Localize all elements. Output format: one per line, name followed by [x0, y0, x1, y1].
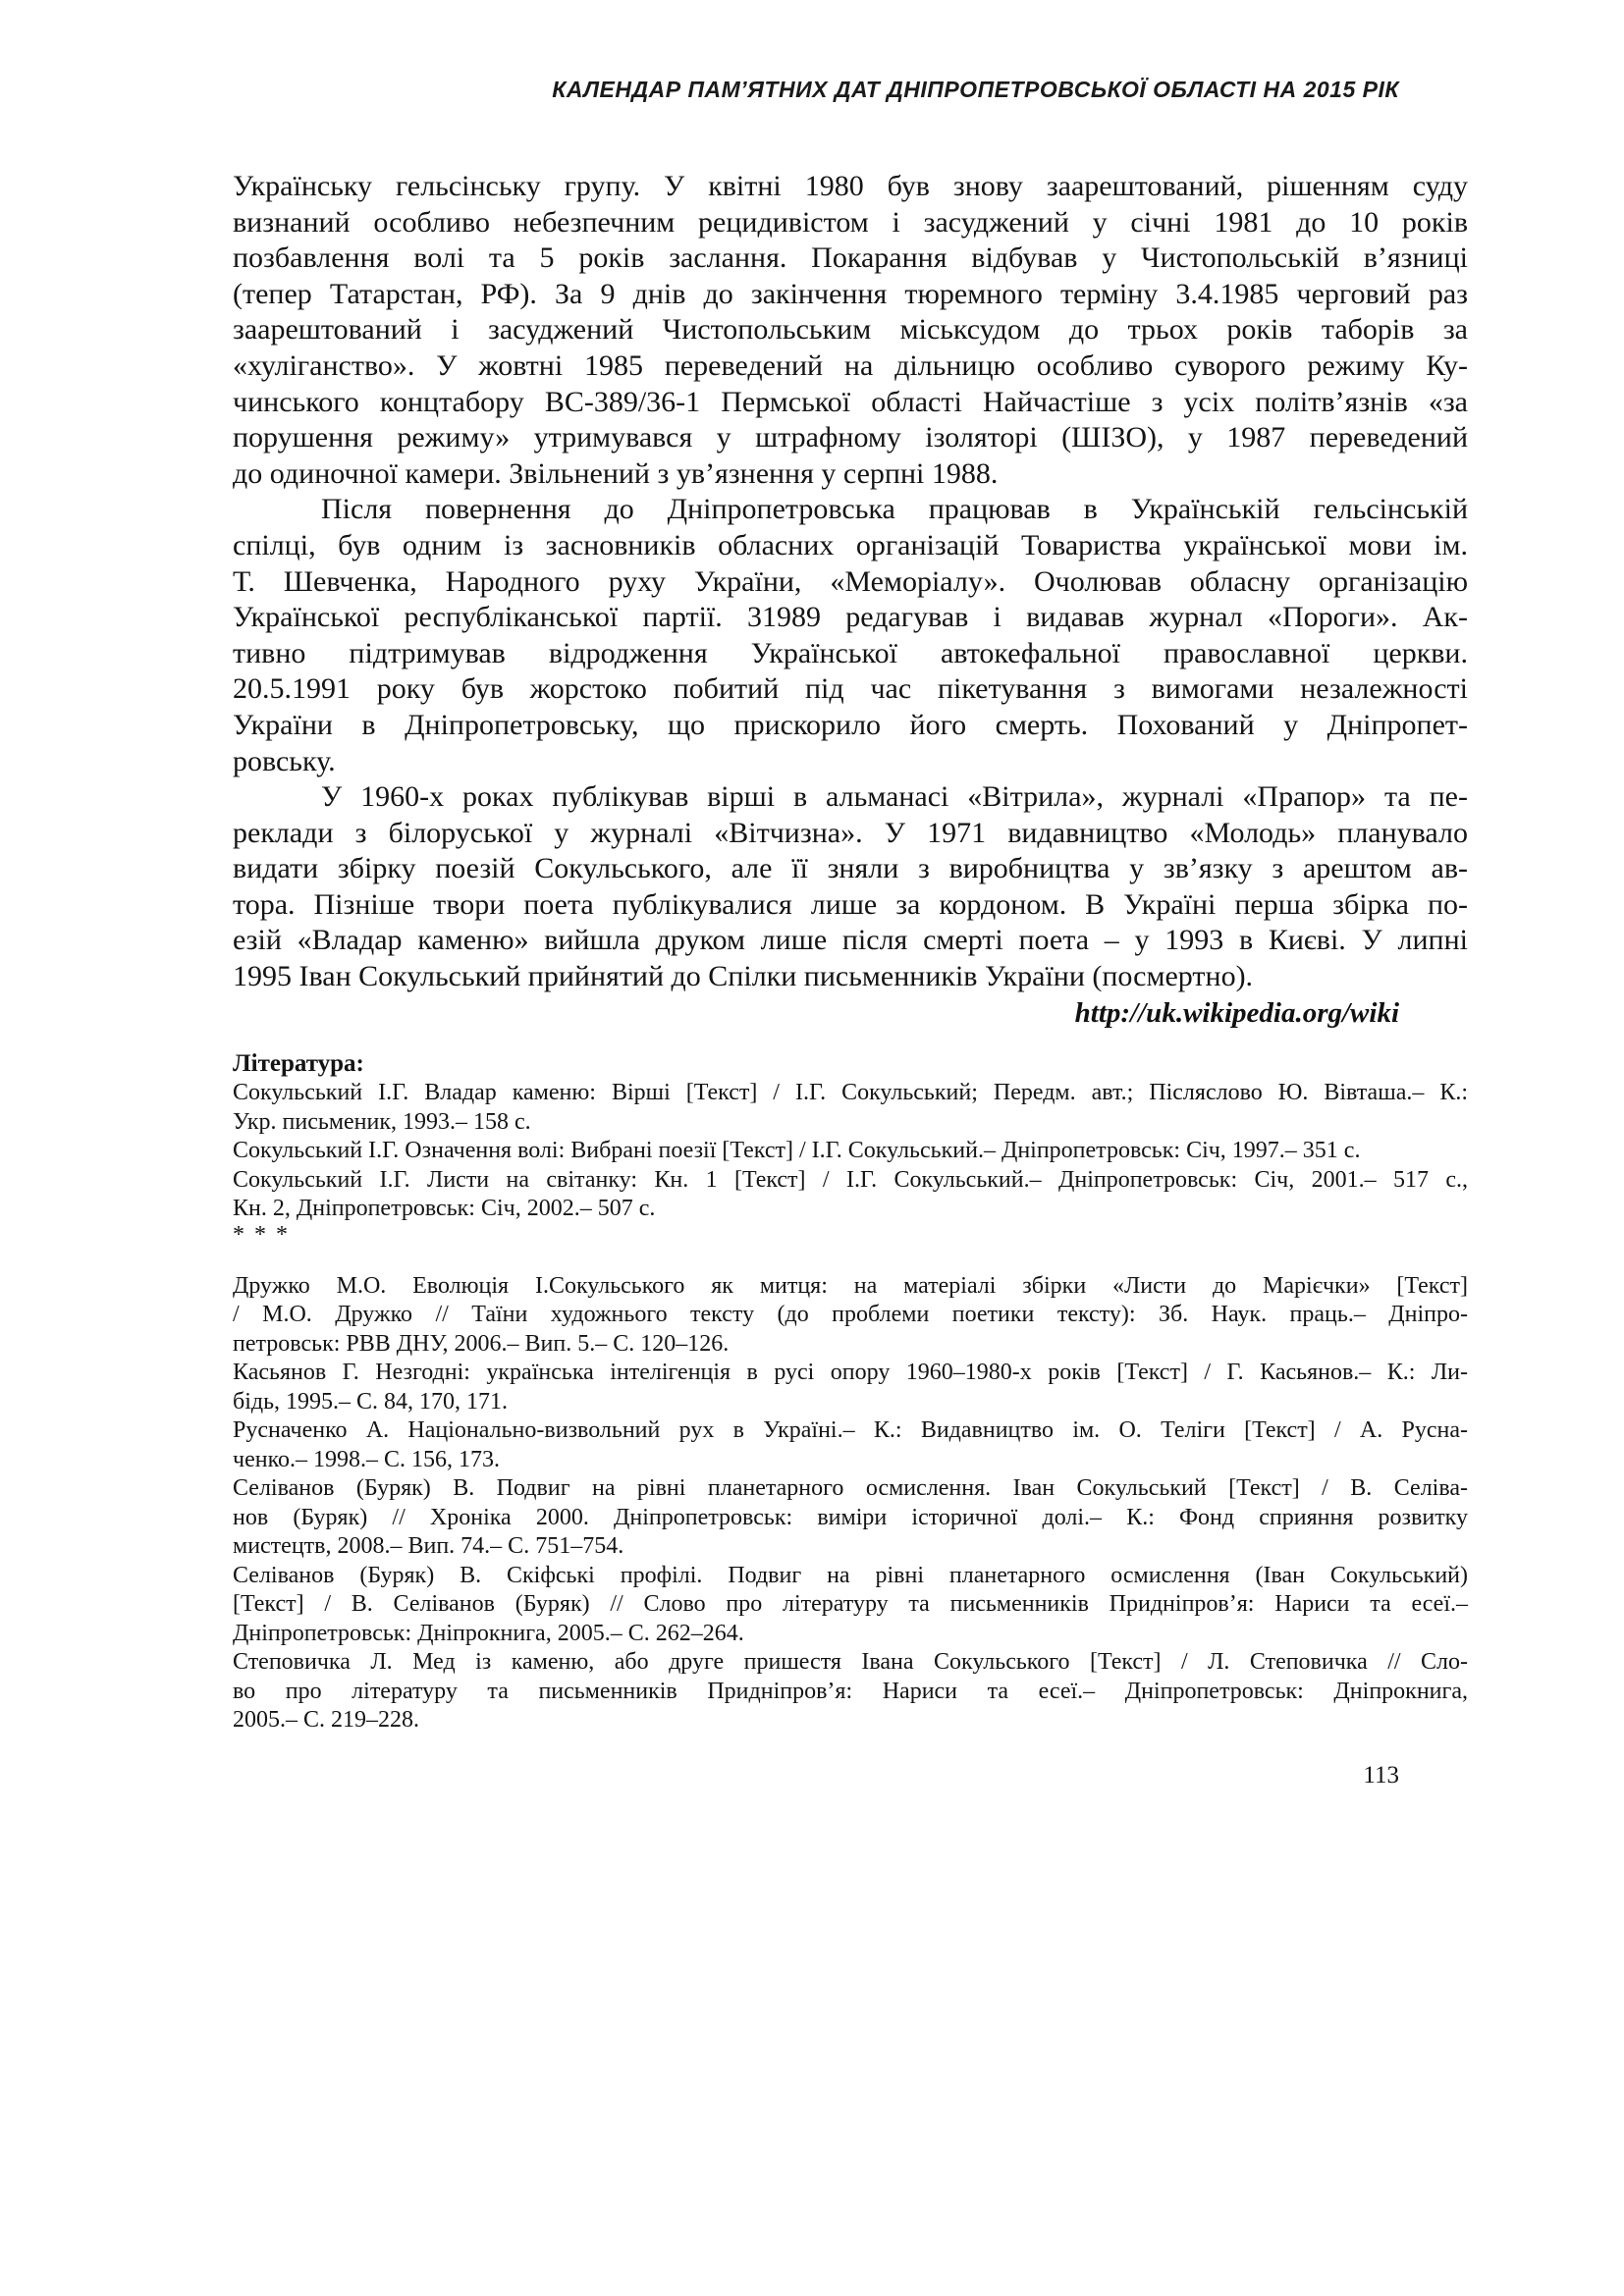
bibliography-line: Кн. 2, Дніпропетровськ: Січ, 2002.– 507 с.	[233, 1196, 656, 1221]
article-line: видати збірку поезій Сокульського, але її зняли з виробництва у зв’язку з арештом ав-	[233, 852, 1468, 885]
bibliography-line: [Текст] / В. Селіванов (Буряк) // Слово про літературу та письменників Придніпров’я: Нариси та есеї.–	[233, 1591, 1468, 1617]
article-line: реклади з білоруської у журналі «Вітчизна». У 1971 видавництво «Молодь» планувало	[233, 816, 1468, 849]
bibliography-line: Сокульський І.Г. Означення волі: Вибрані поезії [Текст] / І.Г. Сокульський.– Дніпропетровськ: Січ, 1997.– 351 с.	[233, 1138, 1361, 1163]
article-line: позбавлення волі та 5 років заслання. Покарання відбував у Чистопольській в’язниці	[233, 241, 1468, 275]
bibliography-line: Степовичка Л. Мед із каменю, або друге пришестя Івана Сокульського [Текст] / Л. Степовичка // Сло-	[233, 1649, 1468, 1675]
article-line: чинського концтабору ВС-389/36-1 Пермської області Найчастіше з усіх політв’язнів «за	[233, 385, 1468, 418]
article-line: «хуліганство». У жовтні 1985 переведений на дільницю особливо суворого режиму Ку-	[233, 348, 1468, 382]
article-line: Українську гельсінську групу. У квітні 1980 був знову заарештований, рішенням суду	[233, 170, 1468, 202]
bibliography-list	[233, 1079, 1468, 1735]
article-line: Української республіканської партії. 31989 редагував і видавав журнал «Пороги». Ак-	[233, 601, 1468, 634]
bibliography-line: Селіванов (Буряк) В. Скіфські профілі. Подвиг на рівні планетарного осмислення (Іван Сокульський)	[233, 1562, 1468, 1588]
article-line: України в Дніпропетровську, що прискорило його смерть. Похований у Дніпропет-	[233, 708, 1468, 741]
bibliography-line: мистецтв, 2008.– Вип. 74.– С. 751–754.	[233, 1533, 624, 1559]
article-line: ровську.	[233, 744, 336, 777]
bibliography-line: во про літературу та письменників Придніпров’я: Нариси та есеї.– Дніпропетровськ: Дніпрокнига,	[233, 1678, 1468, 1704]
bibliography-line: Сокульський І.Г. Владар каменю: Вірші [Текст] / І.Г. Сокульський; Передм. авт.; Післяслово Ю. Вівташа.– К.:	[233, 1080, 1468, 1105]
article-line: тора. Пізніше твори поета публікувалися лише за кордоном. В Україні перша збірка по-	[233, 887, 1468, 921]
bibliography-line: Дніпропетровськ: Дніпрокнига, 2005.– С. 262–264.	[233, 1620, 744, 1646]
article-line: езій «Владар каменю» вийшла друком лише після смерті поета – у 1993 в Києві. У липні	[233, 924, 1468, 957]
article-line: 20.5.1991 року був жорстоко побитий під час пікетування з вимогами незалежності	[233, 672, 1468, 706]
bibliography-line: / М.О. Дружко // Таїни художнього тексту (до проблеми поетики тексту): Зб. Наук. праць.– Дніпро-	[233, 1302, 1468, 1327]
article-body	[233, 169, 1468, 995]
bibliography-line: ченко.– 1998.– С. 156, 173.	[233, 1446, 501, 1472]
article-line: до одиночної камери. Звільнений з ув’язнення у серпні 1988.	[233, 456, 999, 490]
bibliography-line: нов (Буряк) // Хроніка 2000. Дніпропетровськ: виміри історичної долі.– К.: Фонд сприяння розвитку	[233, 1504, 1468, 1530]
bibliography-line: Селіванов (Буряк) В. Подвиг на рівні планетарного осмислення. Іван Сокульський [Текст] / В. Селіва-	[233, 1475, 1468, 1501]
article-line: (тепер Татарстан, РФ). За 9 днів до закінчення тюремного терміну 3.4.1985 черговий раз	[233, 277, 1468, 310]
bibliography-line: бідь, 1995.– С. 84, 170, 171.	[233, 1388, 509, 1415]
bibliography-line: Сокульський І.Г. Листи на світанку: Кн. 1 [Текст] / І.Г. Сокульський.– Дніпропетровськ: Січ, 2001.– 517 с.,	[233, 1166, 1468, 1193]
bibliography-line: Укр. письменик, 1993.– 158 с.	[233, 1108, 531, 1135]
article-line: 1995 Іван Сокульський прийнятий до Спілки письменників України (посмертно).	[233, 960, 1254, 993]
bibliography-line: Касьянов Г. Незгодні: українська інтелігенція в русі опору 1960–1980-х років [Текст] / Г. Касьянов.– К.: Ли-	[233, 1360, 1468, 1385]
running-header: КАЛЕНДАР ПАМ’ЯТНИХ ДАТ ДНІПРОПЕТРОВСЬКОЇ ОБЛАСТІ НА 2015 РІК	[552, 77, 1399, 102]
article-line: Т. Шевченка, Народного руху України, «Меморіалу». Очолював обласну організацію	[233, 564, 1468, 598]
article-line: спілці, був одним із засновників обласних організацій Товариства української мови ім.	[233, 528, 1468, 561]
bibliography-line: 2005.– С. 219–228.	[233, 1707, 420, 1733]
separator-stars: * * *	[233, 1221, 290, 1248]
article-line: тивно підтримував відродження Української автокефальної православної церкви.	[233, 636, 1468, 669]
bibliography-line: Дружко М.О. Еволюція І.Сокульського як митця: на матеріалі збірки «Листи до Марієчки» [Текст]	[233, 1272, 1468, 1299]
article-line: У 1960-х роках публікував вірші в альманасі «Вітрила», журналі «Прапор» та пе-	[321, 780, 1468, 814]
source-link[interactable]: http://uk.wikipedia.org/wiki	[1074, 997, 1399, 1029]
bibliography-heading: Література:	[233, 1050, 364, 1077]
article-line: заарештований і засуджений Чистопольським міськсудом до трьох років таборів за	[233, 313, 1468, 347]
article-line: Після повернення до Дніпропетровська працював в Українській гельсінській	[321, 493, 1468, 526]
bibliography-line: петровськ: РВВ ДНУ, 2006.– Вип. 5.– С. 120–126.	[233, 1330, 730, 1357]
bibliography-line: Русначенко А. Національно-визвольний рух в Україні.– К.: Видавництво ім. О. Теліги [Текст] / А. Русна-	[233, 1417, 1468, 1443]
article-line: порушення режиму» утримувався у штрафному ізоляторі (ШІЗО), у 1987 переведений	[233, 421, 1468, 454]
article-line: визнаний особливо небезпечним рецидивістом і засуджений у січні 1981 до 10 років	[233, 205, 1468, 239]
page-number: 113	[1363, 1762, 1399, 1789]
